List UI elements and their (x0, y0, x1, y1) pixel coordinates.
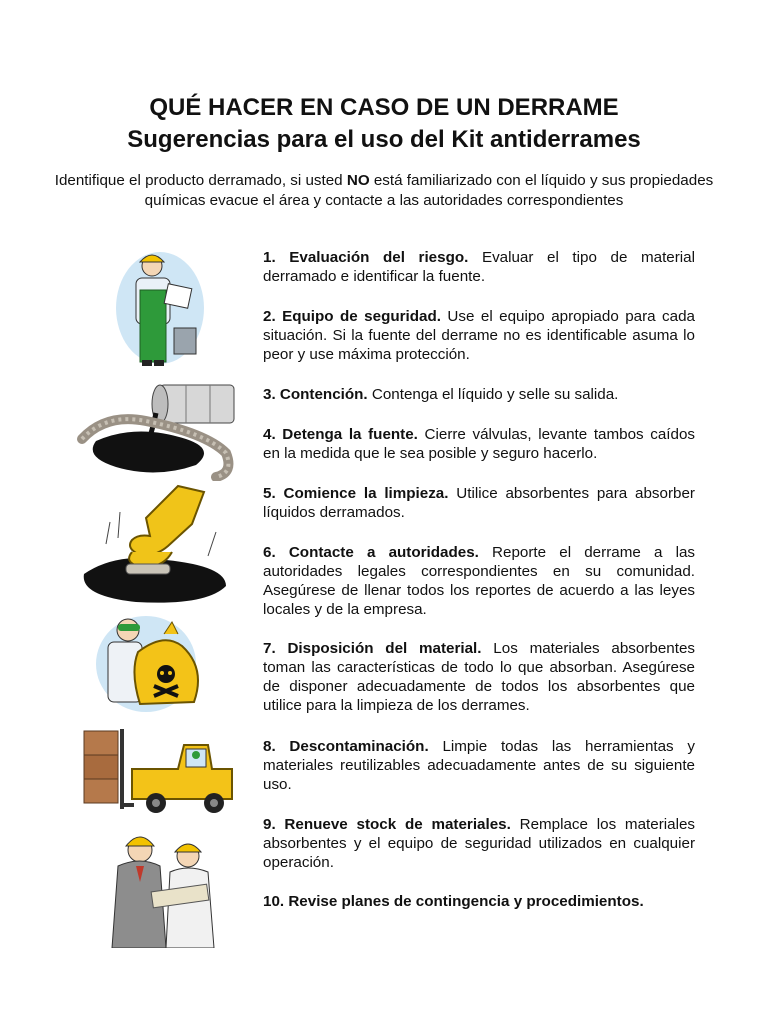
step-1 (263, 248, 695, 286)
step-heading: 4. Detenga la fuente. (263, 426, 418, 443)
step-text: Los materiales absorbentes toman las características de todo lo que absorban. Asegúrese de disponer adecuadamente de todos los absorbentes que utilice para la limpieza de los derrames. (263, 640, 695, 714)
step-heading: 8. Descontaminación. (263, 738, 429, 755)
step-4 (263, 425, 695, 463)
step-text: Limpie todas las herramientas y materiales reutilizables adecuadamente antes de su siguiente uso. (263, 738, 696, 793)
step-text: Use el equipo apropiado para cada situación. Si la fuente del derrame no es identificable asuma lo peor y use máxima protección. (263, 308, 695, 363)
worker-with-clipboard-icon (108, 248, 212, 374)
page-subtitle: Sugerencias para el uso del Kit antiderrames (127, 126, 641, 153)
step-heading: 3. Contención. (263, 386, 368, 403)
hazmat-bag-disposal-icon (94, 612, 212, 716)
step-heading: 7. Disposición del material. (263, 640, 482, 657)
step-text: Evaluar el tipo de material derramado e identificar la fuente. (263, 249, 695, 285)
step-text: Reporte el derrame a las autoridades legales correspondientes en su comunidad. Asegúrese de llenar todos los reportes de acuerdo a las leyes locales y de la empresa. (263, 544, 695, 618)
step-3 (263, 385, 695, 404)
step-text: Contenga el líquido y selle su salida. (367, 386, 619, 403)
step-heading: 10. Revise planes de contingencia y procedimientos. (263, 893, 644, 910)
step-heading: 6. Contacte a autoridades. (263, 544, 479, 561)
step-9 (263, 815, 695, 872)
step-7 (263, 639, 695, 715)
intro-paragraph (40, 171, 728, 211)
page-title: QUÉ HACER EN CASO DE UN DERRAME (149, 94, 619, 121)
engineers-reviewing-plans-icon (96, 826, 228, 948)
step-heading: 2. Equipo de seguridad. (263, 308, 441, 325)
step-6 (263, 543, 695, 619)
intro-emphasis: NO (346, 172, 370, 189)
step-text: Remplace los materiales absorbentes y el equipo de seguridad utilizados en cualquier operación. (263, 816, 695, 871)
tipped-barrel-spill-icon (76, 383, 240, 481)
gloved-hand-cleanup-icon (76, 482, 240, 606)
intro-text-after: está familiarizado con el líquido y sus propiedades químicas evacue el área y contacte a las autoridades correspondientes (144, 172, 714, 209)
step-2 (263, 307, 695, 364)
step-5 (263, 484, 695, 522)
step-heading: 9. Renueve stock de materiales. (263, 816, 511, 833)
step-heading: 1. Evaluación del riesgo. (263, 249, 469, 266)
forklift-icon (80, 729, 236, 815)
step-8 (263, 737, 695, 794)
step-heading: 5. Comience la limpieza. (263, 485, 449, 502)
step-text: Cierre válvulas, levante tambos caídos en la medida que le sea posible y seguro hacerlo. (263, 426, 695, 462)
step-text: Utilice absorbentes para absorber líquidos derramados. (263, 485, 695, 521)
step-10 (263, 892, 695, 911)
intro-text-before: Identifique el producto derramado, si usted (54, 172, 347, 189)
